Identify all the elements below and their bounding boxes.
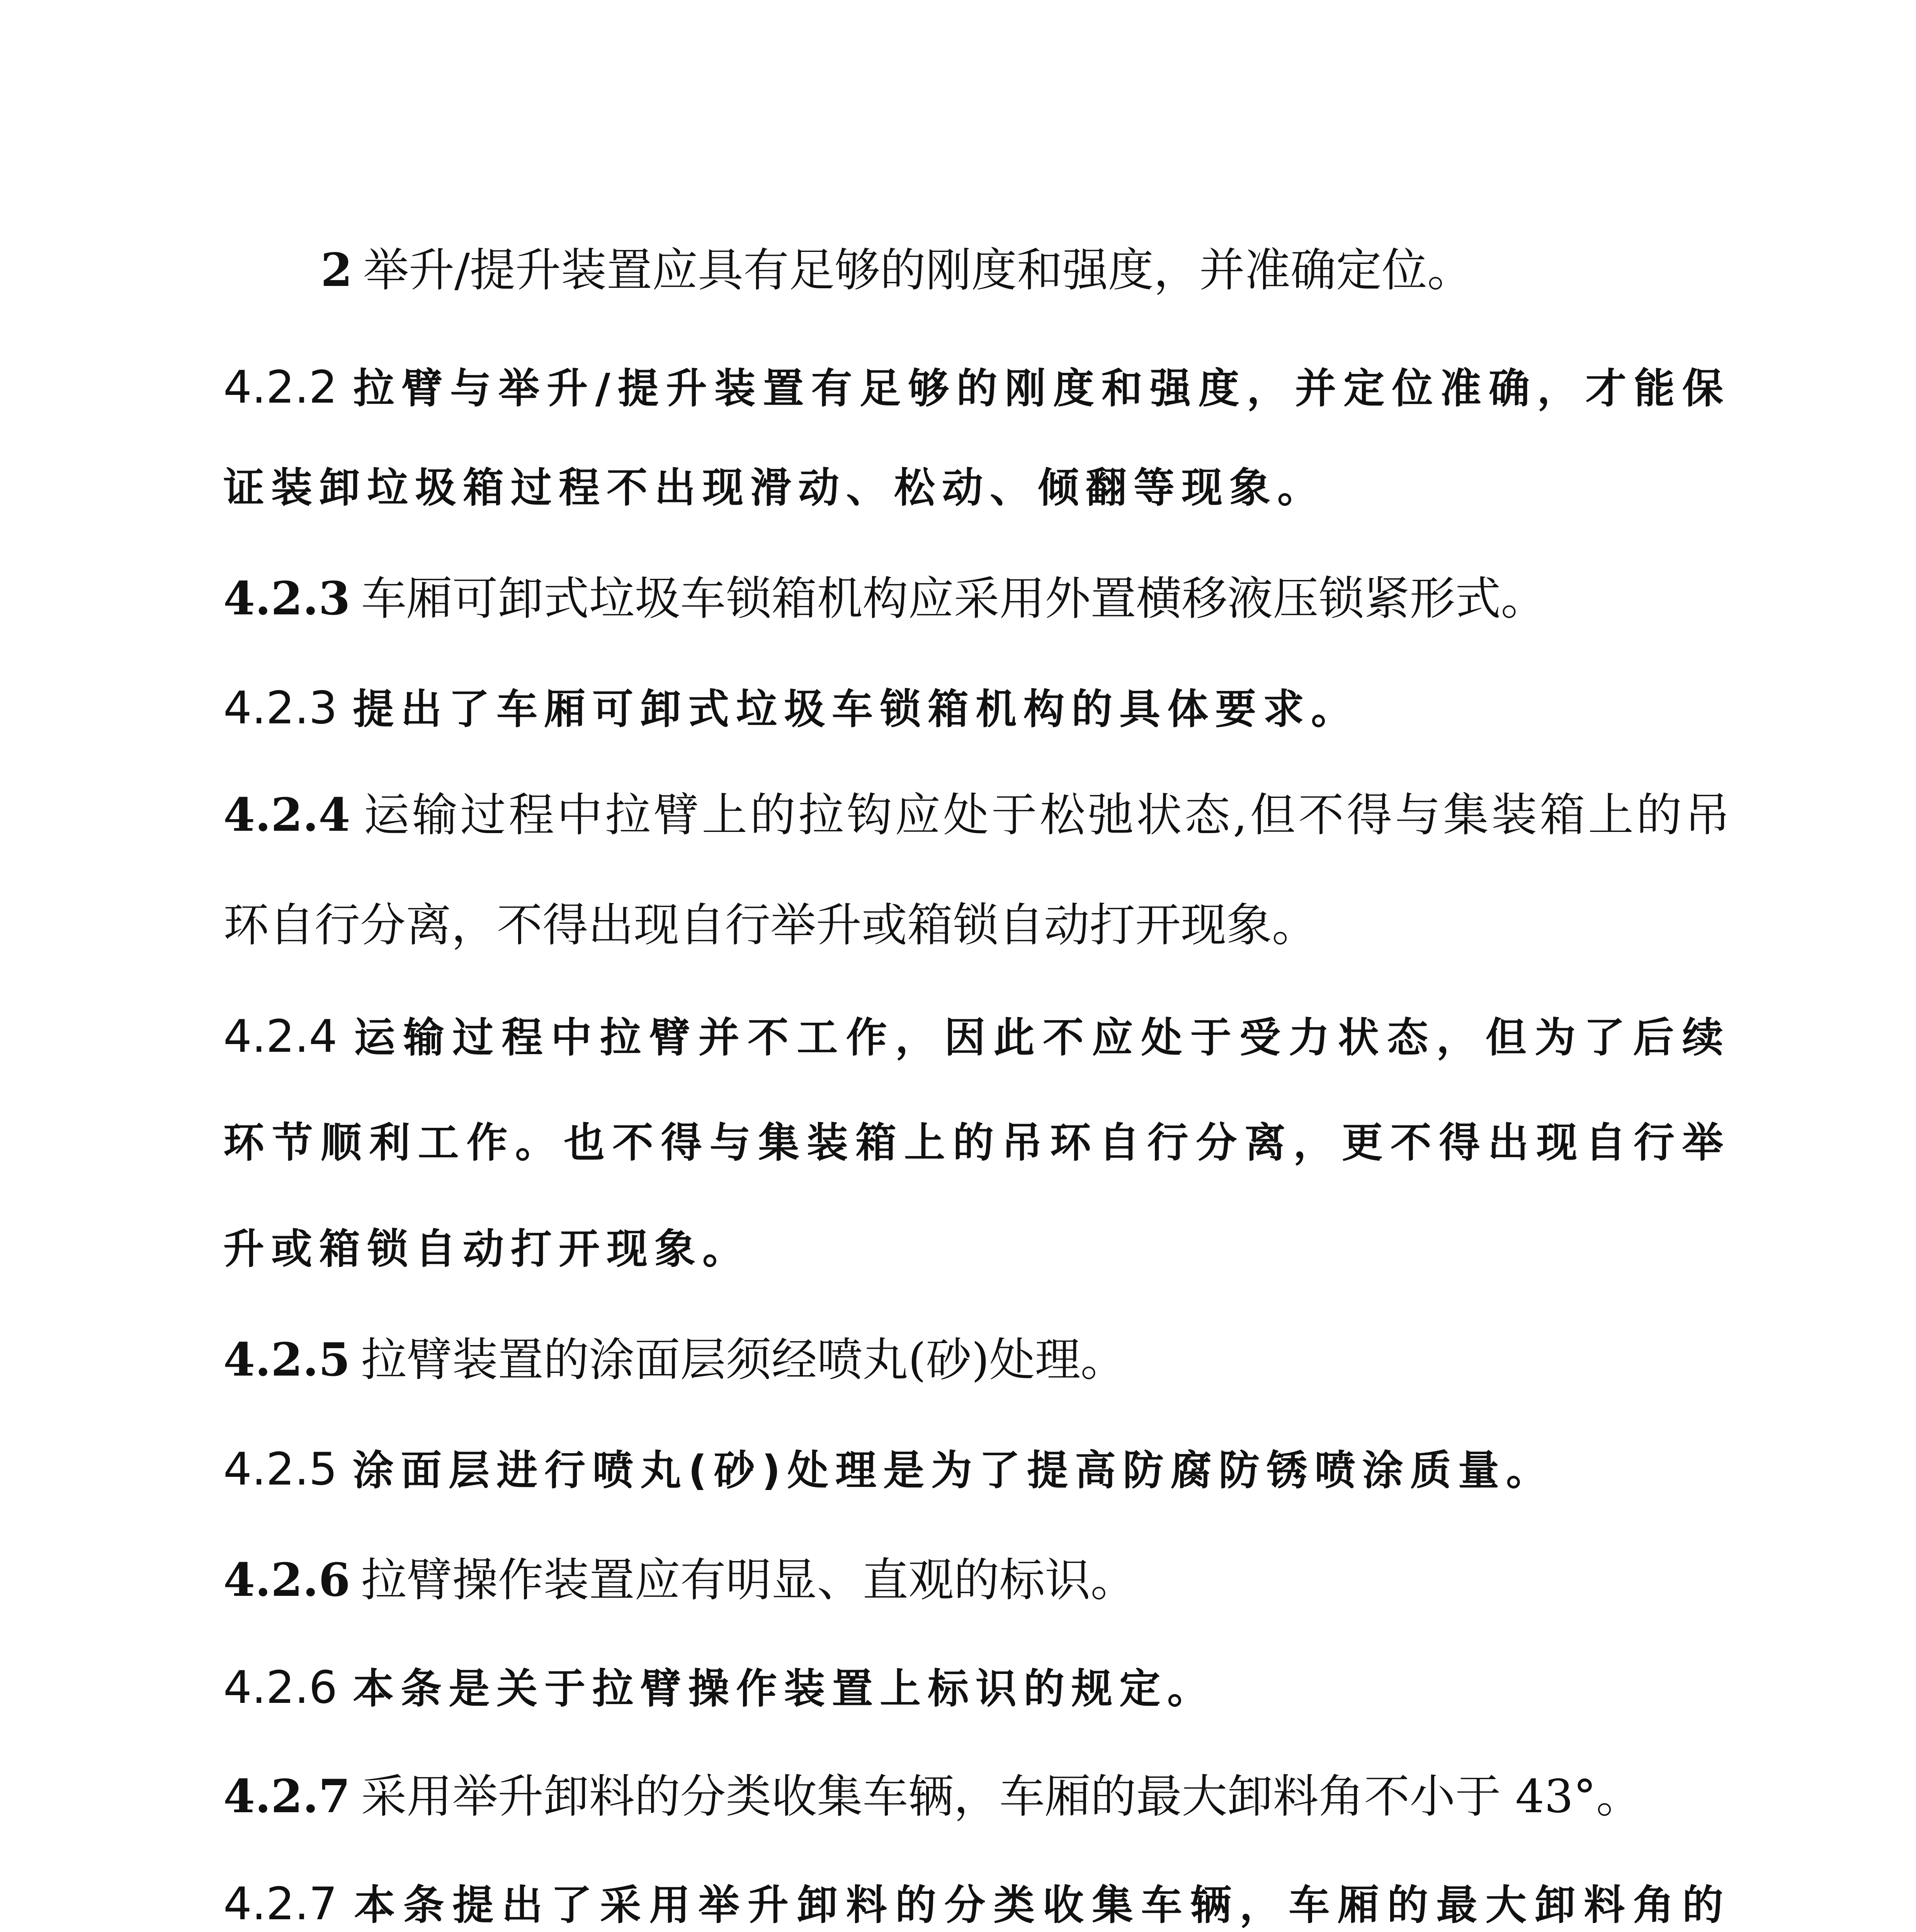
spec-clause-line: [223, 898, 1730, 952]
clause-text: 证装卸垃圾箱过程不出现滑动、松动、倾翻等现象。: [223, 464, 1325, 512]
clause-number: 4.2.6: [223, 1553, 350, 1607]
clause-text: 拉臂操作装置应有明显、直观的标识。: [361, 1553, 1136, 1607]
explanation-line: [223, 1119, 1730, 1167]
explanation-line: [223, 1662, 1730, 1714]
clause-text: 运输过程中拉臂上的拉钩应处于松弛状态,但不得与集装箱上的吊: [361, 788, 1730, 842]
explanation-line: [223, 464, 1730, 512]
explanation-line: [223, 1443, 1730, 1495]
spec-clause-line: [223, 571, 1730, 625]
clause-number: 2: [321, 243, 353, 297]
clause-text: 本条是关于拉臂操作装置上标识的规定。: [353, 1665, 1216, 1713]
clause-text: 拉臂装置的涂面层须经喷丸(砂)处理。: [361, 1333, 1126, 1386]
spec-clause-line: [223, 1553, 1730, 1607]
clause-number: 4.2.4: [223, 1010, 338, 1063]
explanation-line: [223, 361, 1730, 413]
clause-number: 4.2.3: [223, 682, 338, 734]
clause-number: 4.2.5: [223, 1333, 350, 1386]
explanation-line: [223, 1225, 1730, 1273]
clause-text: 本条提出了采用举升卸料的分类收集车辆，车厢的最大卸料角的: [353, 1881, 1730, 1929]
spec-clause-line: [321, 243, 1828, 297]
explanation-line: [223, 682, 1730, 734]
spec-clause-line: [223, 788, 1730, 842]
clause-text: 运输过程中拉臂并不工作，因此不应处于受力状态，但为了后续: [353, 1014, 1730, 1061]
clause-text: 提出了车厢可卸式垃圾车锁箱机构的具体要求。: [353, 685, 1359, 733]
spec-clause-line: [223, 1333, 1730, 1386]
clause-text: 采用举升卸料的分类收集车辆，车厢的最大卸料角不小于 43°。: [361, 1770, 1642, 1823]
clause-text: 环节顺利工作。也不得与集装箱上的吊环自行分离，更不得出现自行举: [223, 1119, 1730, 1167]
clause-number: 4.2.6: [223, 1662, 338, 1714]
spec-clause-line: [223, 1769, 1730, 1823]
clause-number: 4.2.3: [223, 571, 350, 625]
clause-number: 4.2.2: [223, 361, 338, 413]
clause-text: 拉臂与举升/提升装置有足够的刚度和强度，并定位准确，才能保: [353, 365, 1730, 412]
explanation-line: [223, 1878, 1730, 1930]
clause-number: 4.2.7: [223, 1878, 338, 1930]
clause-number: 4.2.5: [223, 1443, 338, 1495]
clause-text: 车厢可卸式垃圾车锁箱机构应采用外置横移液压锁紧形式。: [361, 572, 1547, 625]
explanation-line: [223, 1010, 1730, 1063]
clause-text: 举升/提升装置应具有足够的刚度和强度，并准确定位。: [363, 243, 1473, 297]
clause-number: 4.2.7: [223, 1769, 350, 1823]
clause-text: 环自行分离，不得出现自行举升或箱锁自动打开现象。: [223, 898, 1318, 952]
clause-number: 4.2.4: [223, 788, 350, 842]
clause-text: 升或箱锁自动打开现象。: [223, 1225, 750, 1273]
clause-text: 涂面层进行喷丸(砂)处理是为了提高防腐防锈喷涂质量。: [353, 1447, 1554, 1494]
